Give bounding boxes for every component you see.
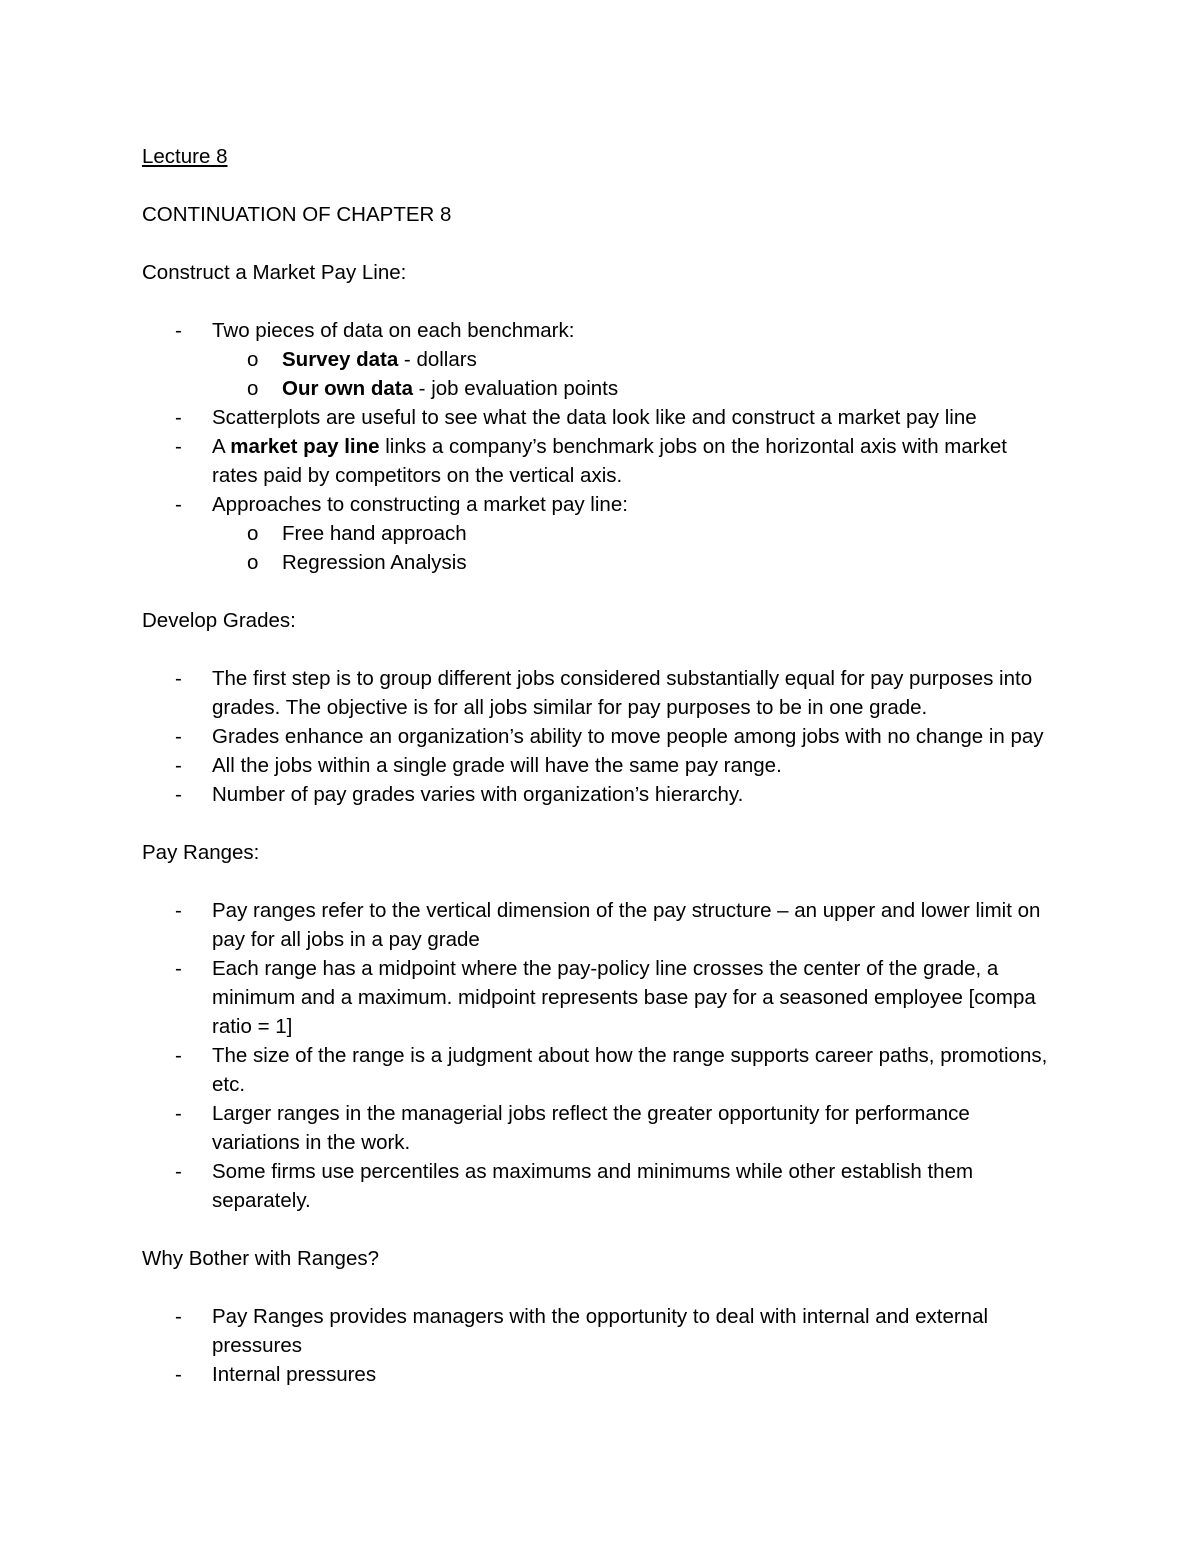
list-item-text: - job evaluation points [412, 377, 619, 400]
section-heading-why-bother-ranges: Why Bother with Ranges? [142, 1247, 380, 1270]
bullet-dash: - [175, 1363, 182, 1386]
bold-term: market pay line [230, 435, 380, 458]
list-item-text: Free hand approach [282, 522, 467, 545]
sub-list-item [142, 519, 1052, 548]
list-item-text: Each range has a midpoint where the pay-policy line crosses the center of the grade, a minimum and a maximum. midpoint represents base pay for a seasoned employee [compa ratio = 1] [212, 957, 1036, 1038]
bullet-circle: o [247, 377, 259, 400]
list-item-text: The size of the range is a judgment about how the range supports career paths, promotions, etc. [212, 1044, 1048, 1096]
list-item [142, 316, 1052, 345]
bullet-dash: - [175, 667, 182, 690]
bullet-dash: - [175, 899, 182, 922]
sub-list-item [142, 548, 1052, 577]
bullet-circle: o [247, 348, 259, 371]
list-item [142, 490, 1052, 519]
list-item-text: Pay ranges refer to the vertical dimension of the pay structure – an upper and lower limit on pay for all jobs in a pay grade [212, 899, 1041, 951]
bullet-dash: - [175, 1044, 182, 1067]
list-item-text: Number of pay grades varies with organization’s hierarchy. [212, 783, 744, 806]
list-item [142, 432, 1052, 490]
section-heading-develop-grades: Develop Grades: [142, 609, 296, 632]
list-item-text: Internal pressures [212, 1363, 377, 1386]
bullet-dash: - [175, 406, 182, 429]
bold-term: Survey data [282, 348, 399, 371]
list-item [142, 751, 1052, 780]
list-item-text: Larger ranges in the managerial jobs reflect the greater opportunity for performance variations in the work. [212, 1102, 970, 1154]
bullet-dash: - [175, 1160, 182, 1183]
list-item [142, 403, 1052, 432]
section-heading-market-pay-line: Construct a Market Pay Line: [142, 261, 407, 284]
list-item-text: Approaches to constructing a market pay line: [212, 493, 628, 516]
list-item-text: All the jobs within a single grade will have the same pay range. [212, 754, 782, 777]
bold-term: Our own data [282, 377, 413, 400]
bullet-dash: - [175, 435, 182, 458]
list-item-text: Scatterplots are useful to see what the data look like and construct a market pay line [212, 406, 977, 429]
list-item [142, 954, 1052, 1041]
list-item-text: - dollars [398, 348, 477, 371]
list-item [142, 1099, 1052, 1157]
list-item [142, 1157, 1052, 1215]
document-title: Lecture 8 [142, 145, 228, 168]
list-item-text: Regression Analysis [282, 551, 467, 574]
list-item-text: links a company’s benchmark jobs on the horizontal axis with market rates paid by competitors on the vertical axis. [212, 435, 1007, 487]
bullet-dash: - [175, 754, 182, 777]
bullet-dash: - [175, 493, 182, 516]
bullet-dash: - [175, 1102, 182, 1125]
list-item [142, 780, 1052, 809]
bullet-dash: - [175, 725, 182, 748]
list-item [142, 722, 1052, 751]
bullet-dash: - [175, 783, 182, 806]
bullet-dash: - [175, 319, 182, 342]
sub-list-item [142, 374, 1052, 403]
bullet-dash: - [175, 957, 182, 980]
list-item-text: Some firms use percentiles as maximums and minimums while other establish them separately. [212, 1160, 974, 1212]
bullet-circle: o [247, 551, 259, 574]
list-item-text: A [212, 435, 231, 458]
list-item [142, 1041, 1052, 1099]
list-item [142, 664, 1052, 722]
list-item-text: Two pieces of data on each benchmark: [212, 319, 575, 342]
list-item [142, 1360, 1052, 1389]
document-body [142, 142, 1052, 1389]
list-item-text: Pay Ranges provides managers with the opportunity to deal with internal and external pressures [212, 1305, 989, 1357]
list-item [142, 1302, 1052, 1360]
list-item-text: The first step is to group different jobs considered substantially equal for pay purposes into grades. The objective is for all jobs similar for pay purposes to be in one grade. [212, 667, 1033, 719]
chapter-heading: CONTINUATION OF CHAPTER 8 [142, 203, 452, 226]
section-heading-pay-ranges: Pay Ranges: [142, 841, 260, 864]
list-item-text: Grades enhance an organization’s ability to move people among jobs with no change in pay [212, 725, 1044, 748]
bullet-circle: o [247, 522, 259, 545]
sub-list-item [142, 345, 1052, 374]
list-item [142, 896, 1052, 954]
bullet-dash: - [175, 1305, 182, 1328]
